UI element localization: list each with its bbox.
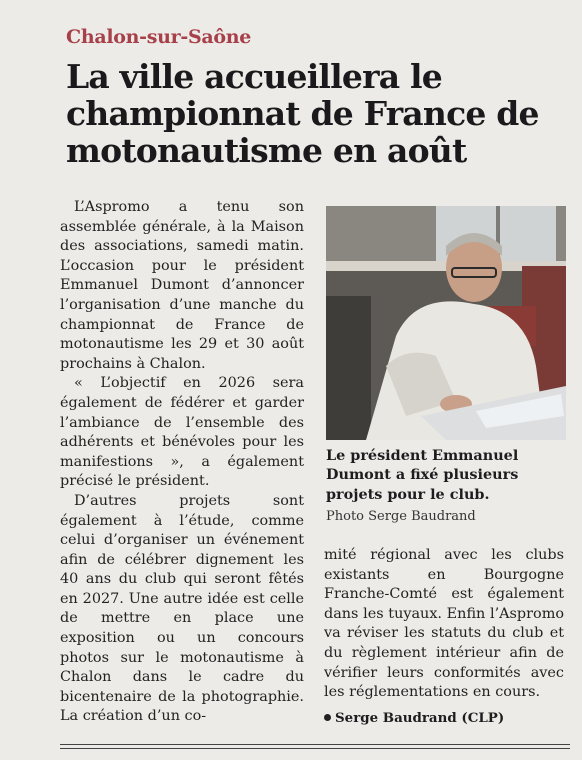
article-photo (326, 206, 566, 440)
body-paragraph-continued: mité régional avec les clubs existants en Bourgogne Franche-Comté est également dans les tuyaux. Enfin l’Aspromo va réviser les statuts du club et du règlement intérieur afin de vérifier leurs conformités avec les réglementations en cours. (324, 547, 564, 701)
author-byline (324, 710, 564, 726)
president-photo-illustration (326, 206, 566, 440)
article-body-right-column (324, 546, 564, 703)
article-headline: La ville accueillera le championnat de France de motonautisme en août (66, 57, 539, 170)
bottom-divider (60, 744, 570, 745)
photo-caption: Le président Emmanuel Dumont a fixé plusieurs projets pour le club. (326, 447, 519, 503)
byline-bullet-icon (324, 714, 331, 721)
article-body-left-column (60, 198, 304, 727)
body-paragraph-3: D’autres projets sont également à l’étude, comme celui d’organiser un événement afin de célébrer dignement les 40 ans du club qui seront fêtés en 2027. Une autre idée est celle de mettre en place une exposition ou un concours photos sur le motonautisme à Chalon dans le cadre du bicentenaire de la photographie. La création d’un co- (60, 492, 304, 725)
photo-credit: Photo Serge Baudrand (326, 509, 476, 524)
bottom-divider-double (60, 748, 570, 749)
body-paragraph-1: L’Aspromo a tenu son assemblée générale, à la Maison des associations, samedi matin. L’occasion pour le président Emmanuel Dumont d’annoncer l’organisation d’une manche du championnat de France de motonautisme les 29 et 30 août prochains à Chalon. (60, 199, 304, 372)
body-paragraph-2: « L’objectif en 2026 sera également de fédérer et garder l’ambiance de l’ensemble des adhérents et bénévoles pour les manifestions », a également précisé le président. (60, 375, 304, 490)
section-kicker: Chalon-sur-Saône (66, 26, 252, 48)
byline-text: Serge Baudrand (CLP) (335, 710, 505, 726)
